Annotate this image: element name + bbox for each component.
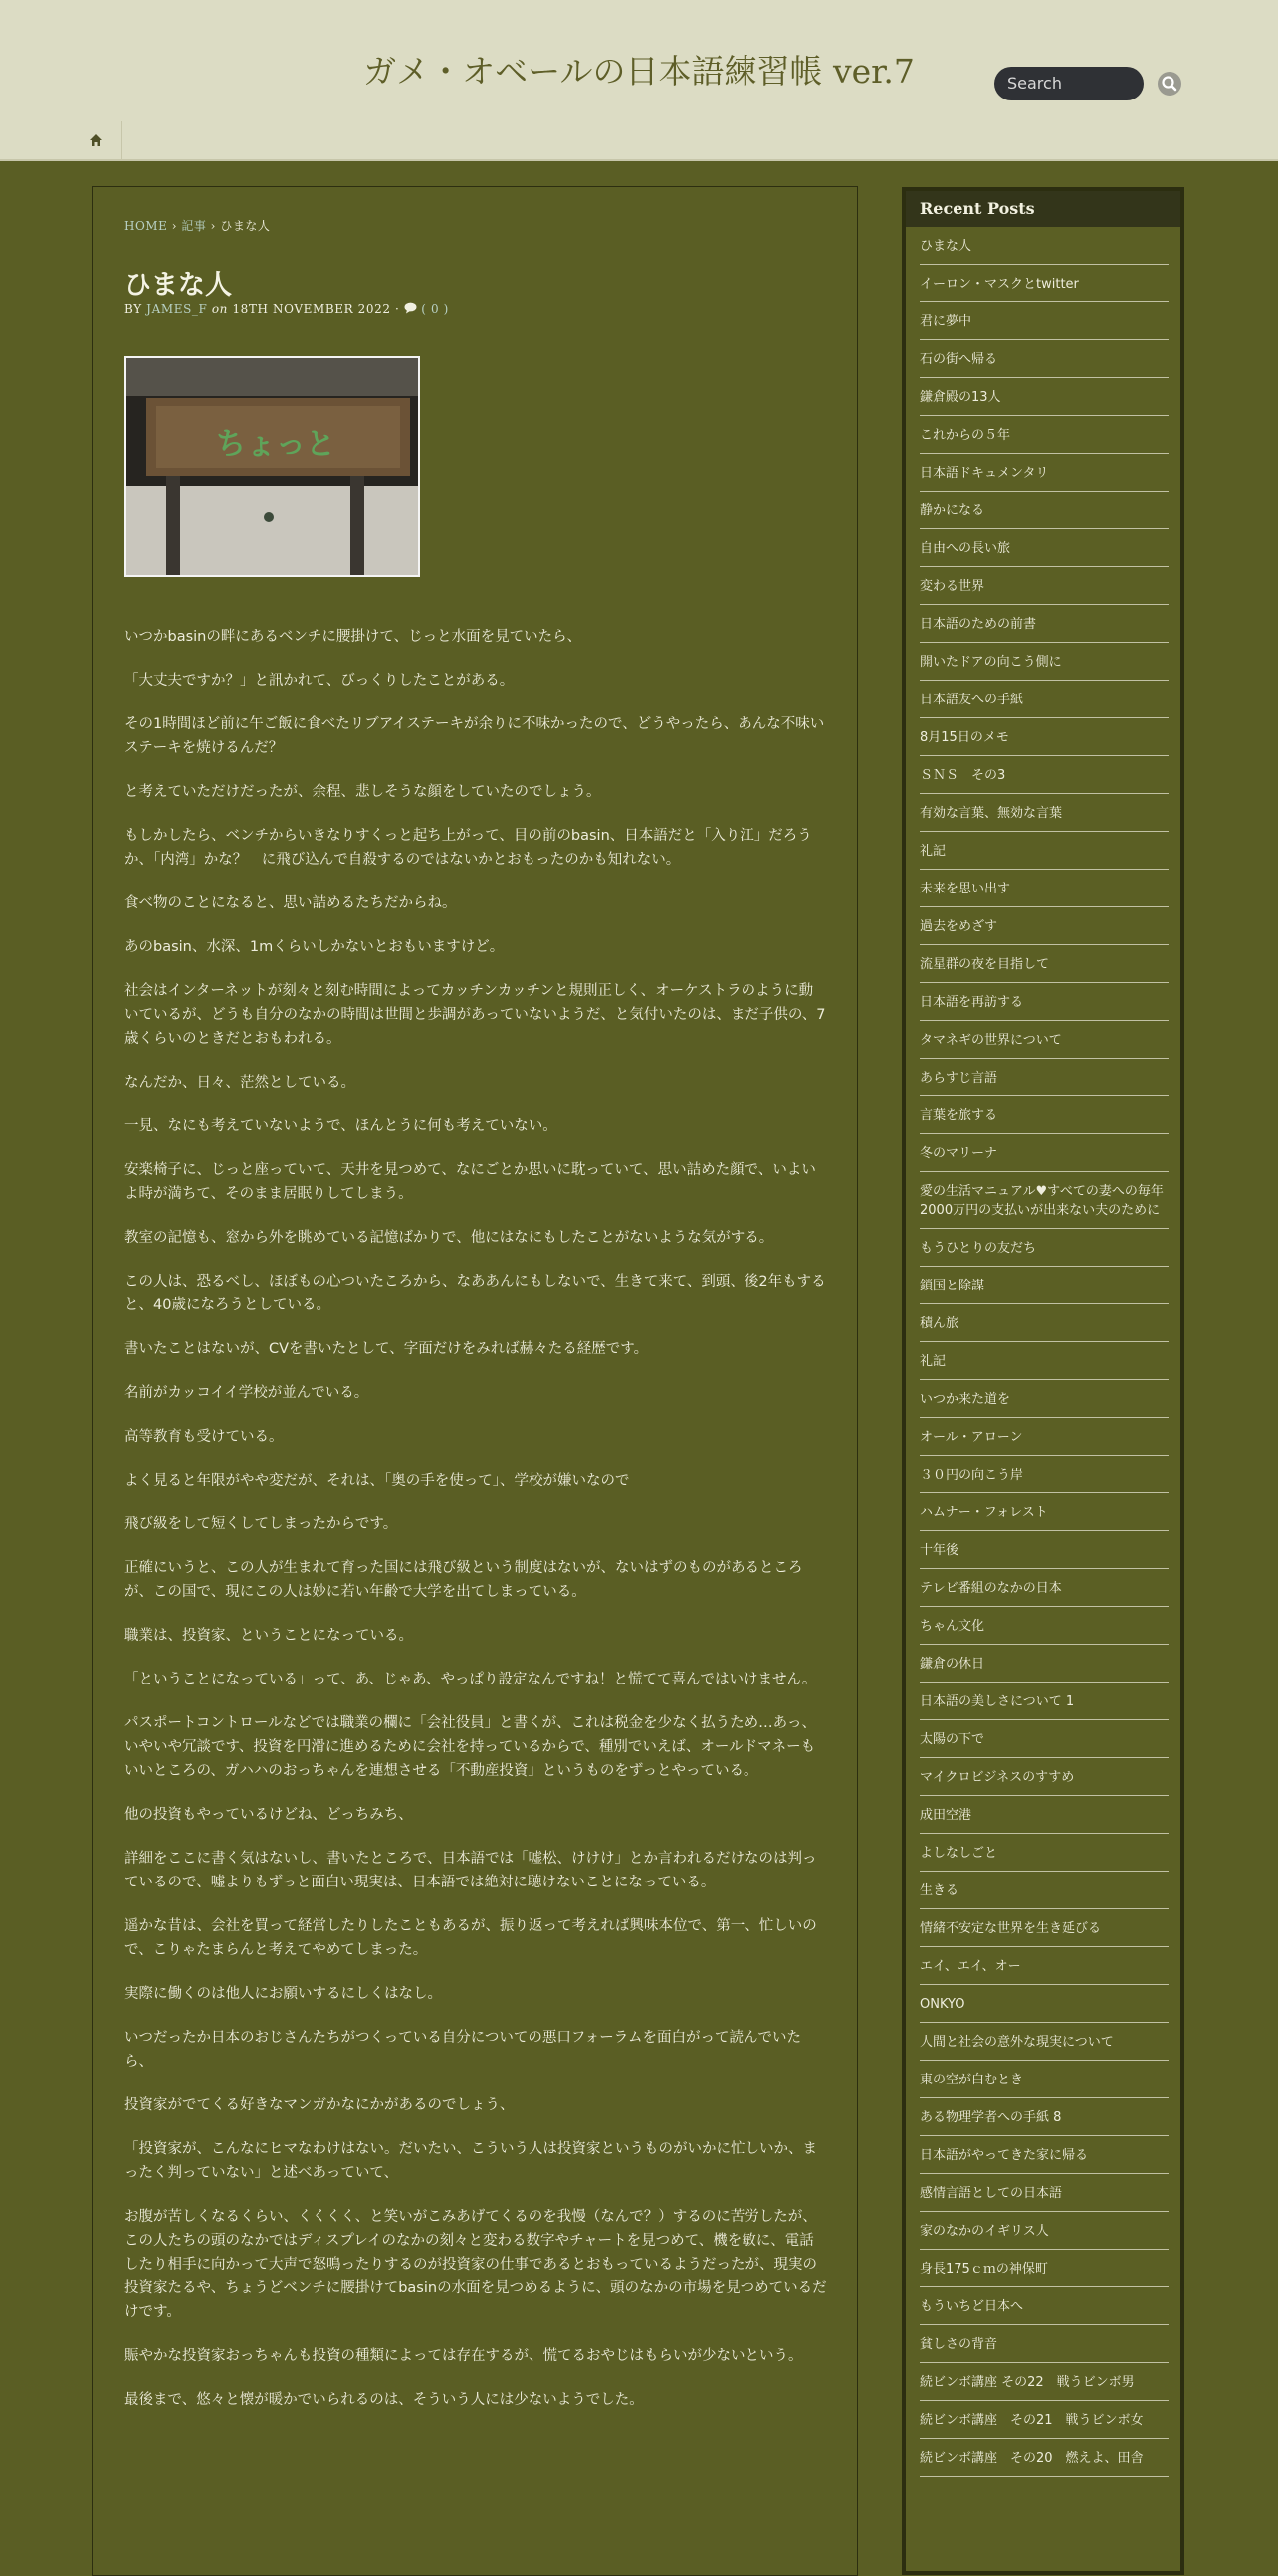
sidebar	[902, 187, 1184, 2575]
comment-icon	[404, 302, 417, 314]
recent-post-link[interactable]: もういちど日本へ	[920, 2287, 1169, 2325]
post-body	[124, 625, 827, 2432]
recent-post-link[interactable]: 鎌倉殿の13人	[920, 378, 1169, 416]
recent-post-link[interactable]: 日本語友への手紙	[920, 681, 1169, 718]
post-paragraph: 賑やかな投資家おっちゃんも投資の種類によっては存在するが、慌てるおやじはもらいが少ないという。	[124, 2348, 803, 2364]
recent-post-link[interactable]: 感情言語としての日本語	[920, 2174, 1169, 2212]
recent-post-link[interactable]: 自由への長い旅	[920, 529, 1169, 567]
post-paragraph: いつだったか日本のおじさんたちがつくっている自分についての悪口フォーラムを面白がって読んでいたら、	[124, 2030, 802, 2070]
recent-post-link[interactable]: 続ビンボ講座 その22 戦うビンボ男	[920, 2363, 1169, 2401]
recent-post-link[interactable]: タマネギの世界について	[920, 1021, 1169, 1059]
recent-post-link[interactable]: 情緒不安定な世界を生き延びる	[920, 1909, 1169, 1947]
breadcrumb-separator: ›	[171, 219, 177, 233]
shop-sign-photo	[126, 358, 418, 575]
breadcrumb-current: ひまな人	[220, 219, 271, 233]
recent-post-link[interactable]: ONKYO	[920, 1985, 1169, 2023]
recent-post-link[interactable]: 言葉を旅する	[920, 1096, 1169, 1134]
breadcrumb-category[interactable]: 記事	[181, 219, 207, 233]
post-paragraph: あのbasin、水深、1mくらいしかないとおもいますけど。	[124, 939, 505, 955]
recent-post-link[interactable]: 日本語ドキュメンタリ	[920, 454, 1169, 492]
post-paragraph: 職業は、投資家、ということになっている。	[124, 1628, 413, 1644]
recent-posts-list	[920, 227, 1169, 2477]
meta-on: on	[211, 302, 229, 316]
recent-post-link[interactable]: 流星群の夜を目指して	[920, 945, 1169, 983]
recent-post-link[interactable]: 有効な言葉、無効な言葉	[920, 794, 1169, 832]
meta-by: BY	[124, 302, 142, 316]
recent-post-link[interactable]: 貧しさの背音	[920, 2325, 1169, 2363]
main-content	[92, 186, 858, 2576]
breadcrumb	[124, 217, 270, 234]
home-button[interactable]	[70, 121, 122, 159]
recent-post-link[interactable]: 身長175ｃｍの神保町	[920, 2250, 1169, 2287]
post-paragraph: 安楽椅子に、じっと座っていて、天井を見つめて、なにごとか思いに耽っていて、思い詰めた顔で、いよいよ時が満ちて、そのまま居眠りしてしまう。	[124, 1162, 816, 1202]
recent-post-link[interactable]: ハムナー・フォレスト	[920, 1493, 1169, 1531]
site-title[interactable]: ガメ・オベールの日本語練習帳 ver.7	[363, 52, 915, 91]
post-paragraph: パスポートコントロールなどでは職業の欄に「会社役員」と書くが、これは税金を少なく払うため…あっ、いやいや冗談です、投資を円滑に進めるために会社を持っているからで、種別でいえば、オールドマネーもいいところの、ガハハのおっちゃんを連想させる「不動産投資」というものをずっとやっている。	[124, 1715, 816, 1779]
recent-post-link[interactable]: 君に夢中	[920, 302, 1169, 340]
post-paragraph: 一見、なにも考えていないようで、ほんとうに何も考えていない。	[124, 1118, 557, 1134]
post-paragraph: 「投資家が、こんなにヒマなわけはない。だいたい、こういう人は投資家というものがいかに忙しいか、まったく判っていない」と述べあっていて、	[124, 2141, 817, 2181]
post-paragraph: 社会はインターネットが刻々と刻む時間によってカッチンカッチンと規則正しく、オーケストラのように動いているが、どうも自分のなかの時間は世間と歩調があっていないようだ、と気付いたのは、まだ子供の、7歳くらいのときだとおもわれる。	[124, 983, 826, 1047]
recent-posts-heading: Recent Posts	[906, 191, 1180, 227]
recent-post-link[interactable]: 鎖国と除謀	[920, 1267, 1169, 1304]
post-paragraph: 名前がカッコイイ学校が並んでいる。	[124, 1385, 369, 1401]
post-paragraph: 最後まで、悠々と懐が暖かでいられるのは、そういう人には少ないようでした。	[124, 2392, 644, 2408]
post-paragraph: お腹が苦しくなるくらい、くくくく、と笑いがこみあげてくるのを我慢（なんで？）するのに苦労したが、この人たちの頭のなかではディスプレイのなかの刻々と変わる数字やチャートを見つめて、機を敏に、電話したり相手に向かって大声で怒鳴ったりするのが投資家の仕事であるとおもっているようだったが、現実の投資家たるや、ちょうどベンチに腰掛けてbasinの水面を見つめるように、頭のなかの市場を見つめているだけです。	[124, 2209, 827, 2320]
recent-post-link[interactable]: 人間と社会の意外な現実について	[920, 2023, 1169, 2061]
post-paragraph: 食べ物のことになると、思い詰めるたちだからね。	[124, 895, 457, 911]
search-input[interactable]: Search	[994, 67, 1144, 100]
recent-post-link[interactable]: 成田空港	[920, 1796, 1169, 1834]
recent-post-link[interactable]: 日本語がやってきた家に帰る	[920, 2136, 1169, 2174]
recent-post-link[interactable]: これからの５年	[920, 416, 1169, 454]
post-paragraph: なんだか、日々、茫然としている。	[124, 1075, 355, 1090]
post-paragraph: もしかしたら、ベンチからいきなりすくっと起ち上がって、目の前のbasin、日本語だと「入り江」だろうか、「内湾」かな？ に飛び込んで自殺するのではないかとおもったのかも知れない。	[124, 828, 812, 868]
recent-post-link[interactable]: 変わる世界	[920, 567, 1169, 605]
post-paragraph: いつかbasinの畔にあるベンチに腰掛けて、じっと水面を見ていたら、	[124, 629, 582, 645]
recent-post-link[interactable]: 礼記	[920, 832, 1169, 870]
recent-post-link[interactable]: 日本語のための前書	[920, 605, 1169, 643]
nav-bar	[0, 121, 1278, 161]
recent-post-link[interactable]: 日本語を再訪する	[920, 983, 1169, 1021]
home-icon	[70, 121, 121, 159]
post-paragraph: 教室の記憶も、窓から外を眺めている記憶ばかりで、他にはなにもしたことがないような気がする。	[124, 1230, 774, 1246]
post-date: 18TH NOVEMBER 2022	[232, 302, 391, 316]
recent-post-link[interactable]: 十年後	[920, 1531, 1169, 1569]
recent-post-link[interactable]: いつか来た道を	[920, 1380, 1169, 1418]
post-paragraph: 「ということになっている」って、あ、じゃあ、やっぱり設定なんですね！と慌てて喜んではいけません。	[124, 1672, 817, 1687]
recent-post-link[interactable]: 愛の生活マニュアル♥すべての妻への毎年2000万円の支払いが出来ない夫のために	[920, 1172, 1169, 1229]
recent-post-link[interactable]: もうひとりの友だち	[920, 1229, 1169, 1267]
recent-post-link[interactable]: 東の空が白むとき	[920, 2061, 1169, 2098]
recent-post-link[interactable]: ３０円の向こう岸	[920, 1456, 1169, 1493]
search-icon	[1158, 72, 1181, 96]
post-paragraph: 他の投資もやっているけどね、どっちみち、	[124, 1807, 413, 1823]
recent-post-link[interactable]: 続ビンボ講座 その21 戦うビンボ女	[920, 2401, 1169, 2439]
recent-post-link[interactable]: テレビ番組のなかの日本	[920, 1569, 1169, 1607]
recent-post-link[interactable]: 家のなかのイギリス人	[920, 2212, 1169, 2250]
recent-post-link[interactable]: ある物理学者への手紙 8	[920, 2098, 1169, 2136]
recent-post-link[interactable]: イーロン・マスクとtwitter	[920, 265, 1169, 302]
recent-post-link[interactable]: 静かになる	[920, 492, 1169, 529]
site-header	[0, 0, 1278, 122]
breadcrumb-separator: ›	[210, 219, 216, 233]
recent-post-link[interactable]: ちゃん文化	[920, 1607, 1169, 1645]
recent-post-link[interactable]: 過去をめざす	[920, 907, 1169, 945]
recent-post-link[interactable]: 8月15日のメモ	[920, 718, 1169, 756]
post-paragraph: 書いたことはないが、CVを書いたとして、字面だけをみれば赫々たる経歴です。	[124, 1341, 649, 1357]
post-paragraph: この人は、恐るべし、ほぼもの心ついたころから、なああんにもしないで、生きて来て、到頭、後2年もすると、40歳になろうとしている。	[124, 1274, 826, 1313]
recent-post-link[interactable]: オール・アローン	[920, 1418, 1169, 1456]
post-paragraph: 正確にいうと、この人が生まれて育った国には飛び級という制度はないが、ないはずのものがあるところが、この国で、現にこの人は妙に若い年齢で大学を出てしまっている。	[124, 1560, 803, 1600]
post-paragraph: よく見ると年限がやや変だが、それは、「奥の手を使って」、学校が嫌いなので	[124, 1473, 630, 1488]
recent-post-link[interactable]: 石の街へ帰る	[920, 340, 1169, 378]
post-title: ひまな人	[124, 270, 232, 300]
post-paragraph: 高等教育も受けている。	[124, 1429, 284, 1445]
post-paragraph: 実際に働くのは他人にお願いするにしくはなし。	[124, 1986, 442, 2002]
recent-post-link[interactable]: 生きる	[920, 1872, 1169, 1909]
recent-post-link[interactable]: 鎌倉の休日	[920, 1645, 1169, 1683]
recent-post-link[interactable]: あらすじ言語	[920, 1059, 1169, 1096]
recent-post-link[interactable]: 開いたドアの向こう側に	[920, 643, 1169, 681]
recent-post-link[interactable]: よしなしごと	[920, 1834, 1169, 1872]
post-paragraph: 投資家がでてくる好きなマンガかなにかがあるのでしょう、	[124, 2097, 515, 2113]
breadcrumb-home[interactable]: HOME	[124, 219, 168, 233]
recent-post-link[interactable]: 続ビンボ講座 その20 燃えよ、田舎	[920, 2439, 1169, 2477]
recent-post-link[interactable]: 積ん旅	[920, 1304, 1169, 1342]
post-meta	[124, 302, 449, 316]
recent-post-link[interactable]: ひまな人	[920, 227, 1169, 265]
post-paragraph: その1時間ほど前に午ご飯に食べたリブアイステーキが余りに不味かったので、どうやったら、あんな不味いステーキを焼けるんだ？	[124, 716, 825, 756]
post-paragraph: 飛び級をして短くしてしまったからです。	[124, 1516, 398, 1532]
post-paragraph: 遥かな昔は、会社を買って経営したりしたこともあるが、振り返って考えれば興味本位で、第一、忙しいので、こりゃたまらんと考えてやめてしまった。	[124, 1918, 817, 1958]
recent-post-link[interactable]: 日本語の美しさについて 1	[920, 1683, 1169, 1720]
shop-sign-text: ちょっと	[216, 427, 335, 462]
recent-post-link[interactable]: 冬のマリーナ	[920, 1134, 1169, 1172]
post-paragraph: と考えていただけだったが、余程、悲しそうな顔をしていたのでしょう。	[124, 784, 601, 800]
search-button[interactable]	[1158, 72, 1181, 96]
recent-post-link[interactable]: 未来を思い出す	[920, 870, 1169, 907]
recent-post-link[interactable]: 礼記	[920, 1342, 1169, 1380]
meta-separator: ·	[395, 302, 400, 316]
recent-post-link[interactable]: マイクロビジネスのすすめ	[920, 1758, 1169, 1796]
recent-post-link[interactable]: 太陽の下で	[920, 1720, 1169, 1758]
author-link[interactable]: JAMES_F	[146, 302, 208, 316]
post-paragraph: 「大丈夫ですか？」と訊かれて、びっくりしたことがある。	[124, 673, 515, 689]
recent-post-link[interactable]: ＳＮＳ その3	[920, 756, 1169, 794]
post-paragraph: 詳細をここに書く気はないし、書いたところで、日本語では「嘘松、けけけ」とか言われるだけなのは判っているので、嘘よりもずっと面白い現実は、日本語では絶対に聴けないことになっている。	[124, 1851, 817, 1890]
recent-post-link[interactable]: エイ、エイ、オー	[920, 1947, 1169, 1985]
post-image[interactable]	[124, 356, 420, 577]
comments-link[interactable]: ( 0 )	[421, 302, 449, 316]
